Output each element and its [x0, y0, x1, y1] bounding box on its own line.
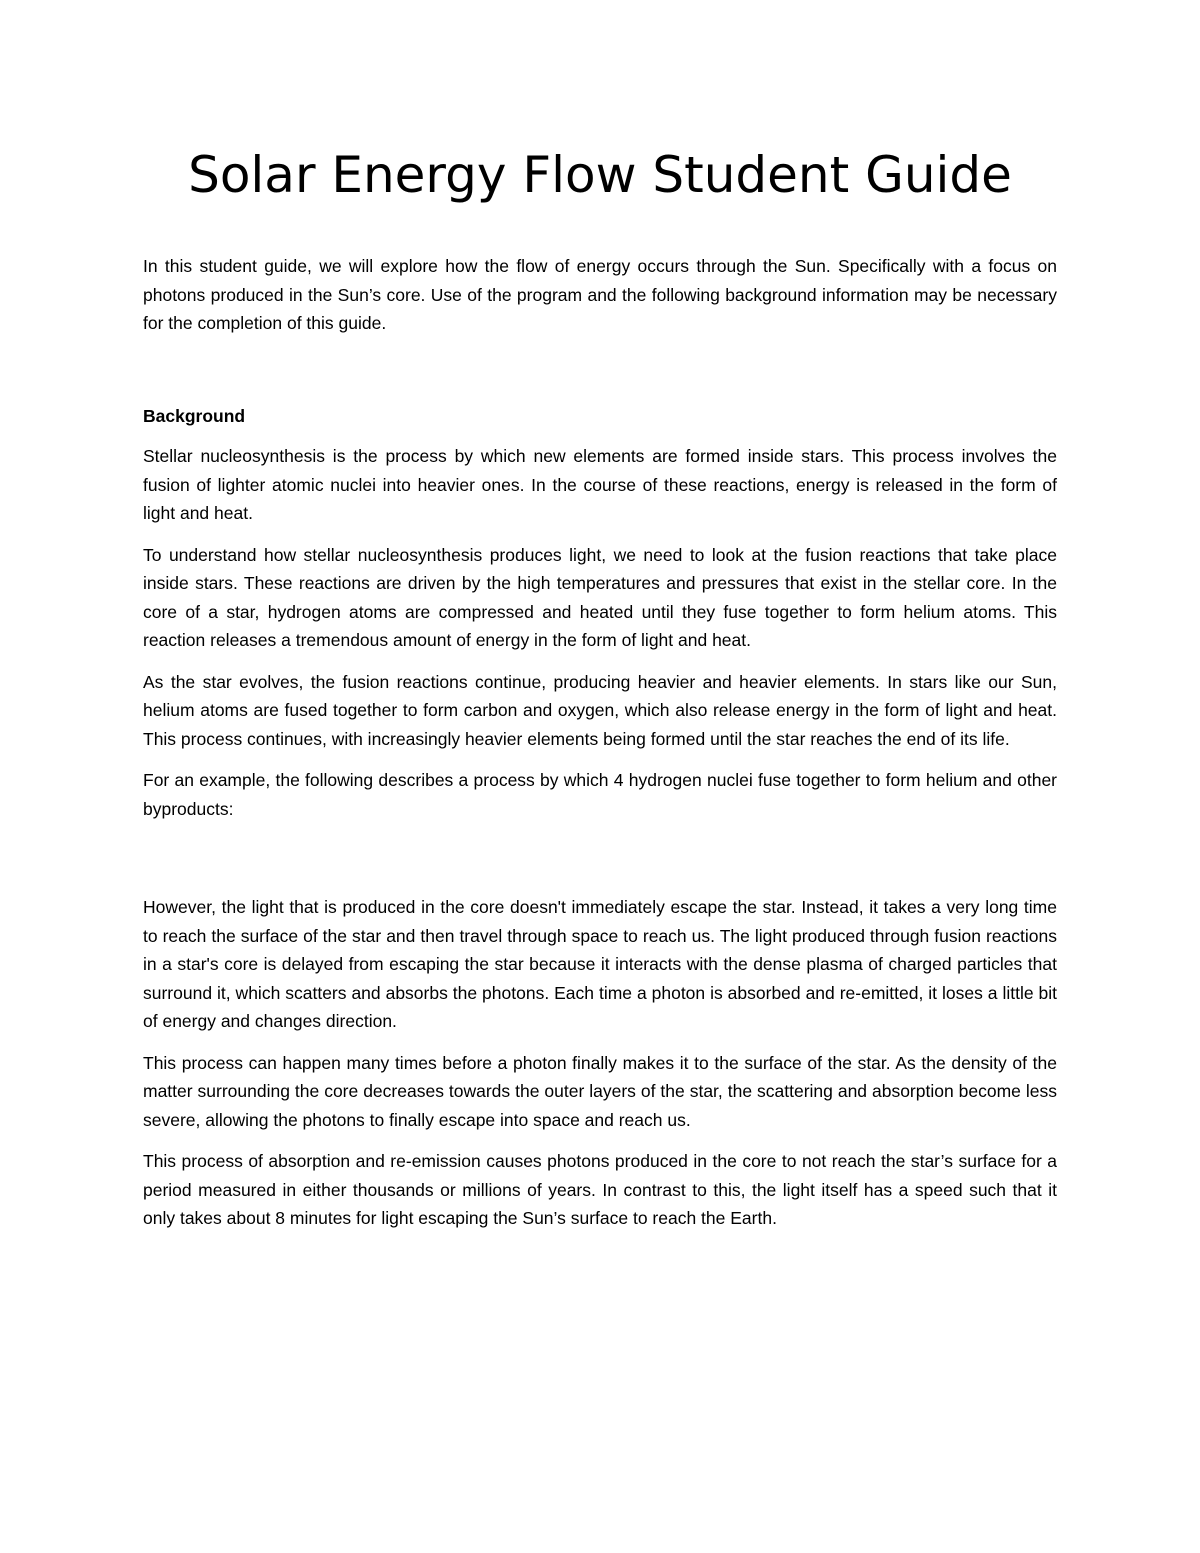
paragraph-nucleosynthesis: Stellar nucleosynthesis is the process by which new elements are formed inside stars. This process involves the fusion of lighter atomic nuclei into heavier ones. In the course of these reactions, energy is released in the form of light and heat. — [143, 446, 1057, 523]
paragraph-travel-time: This process of absorption and re-emission causes photons produced in the core to not reach the star’s surface for a period measured in either thousands or millions of years. In contrast to this, the light itself has a speed such that it only takes about 8 minutes for light escaping the Sun’s surface to reach the Earth. — [143, 1151, 1057, 1228]
paragraph-star-evolution: As the star evolves, the fusion reactions continue, producing heavier and heavier elements. In stars like our Sun, helium atoms are fused together to form carbon and oxygen, which also release energy in the form of light and heat. This process continues, with increasingly heavier elements being formed until the star reaches the end of its life. — [143, 671, 1057, 749]
paragraph-photon-escape: This process can happen many times before a photon finally makes it to the surface of the star. As the density of the matter surrounding the core decreases towards the outer layers of the star, the scattering and absorption become less severe, allowing the photons to finally escape into space and reach us. — [143, 1052, 1057, 1130]
page-title: Solar Energy Flow Student Guide — [188, 146, 1012, 204]
paragraph-light-delay: However, the light that is produced in the core doesn't immediately escape the star. Instead, it takes a very long time to reach the surface of the star and then travel through space to reach us. The light produced through fusion reactions in a star's core is delayed from escaping the star because it interacts with the dense plasma of charged particles that surround it, which scatters and absorbs the photons. Each time a photon is absorbed and re-emitted, it loses a little bit of energy and changes direction. — [143, 897, 1057, 1031]
paragraph-example: For an example, the following describes a process by which 4 hydrogen nuclei fuse together to form helium and other byproducts: — [143, 770, 1057, 819]
intro-paragraph: In this student guide, we will explore how the flow of energy occurs through the Sun. Specifically with a focus on photons produced in the Sun’s core. Use of the program and the following background information may be necessary for the completion of this guide. — [143, 256, 1057, 333]
section-heading-background: Background — [143, 405, 246, 426]
paragraph-fusion-reactions: To understand how stellar nucleosynthesis produces light, we need to look at the fusion reactions that take place inside stars. These reactions are driven by the high temperatures and pressures that exist in the stellar core. In the core of a star, hydrogen atoms are compressed and heated until they fuse together to form helium atoms. This reaction releases a tremendous amount of energy in the form of light and heat. — [143, 544, 1057, 650]
